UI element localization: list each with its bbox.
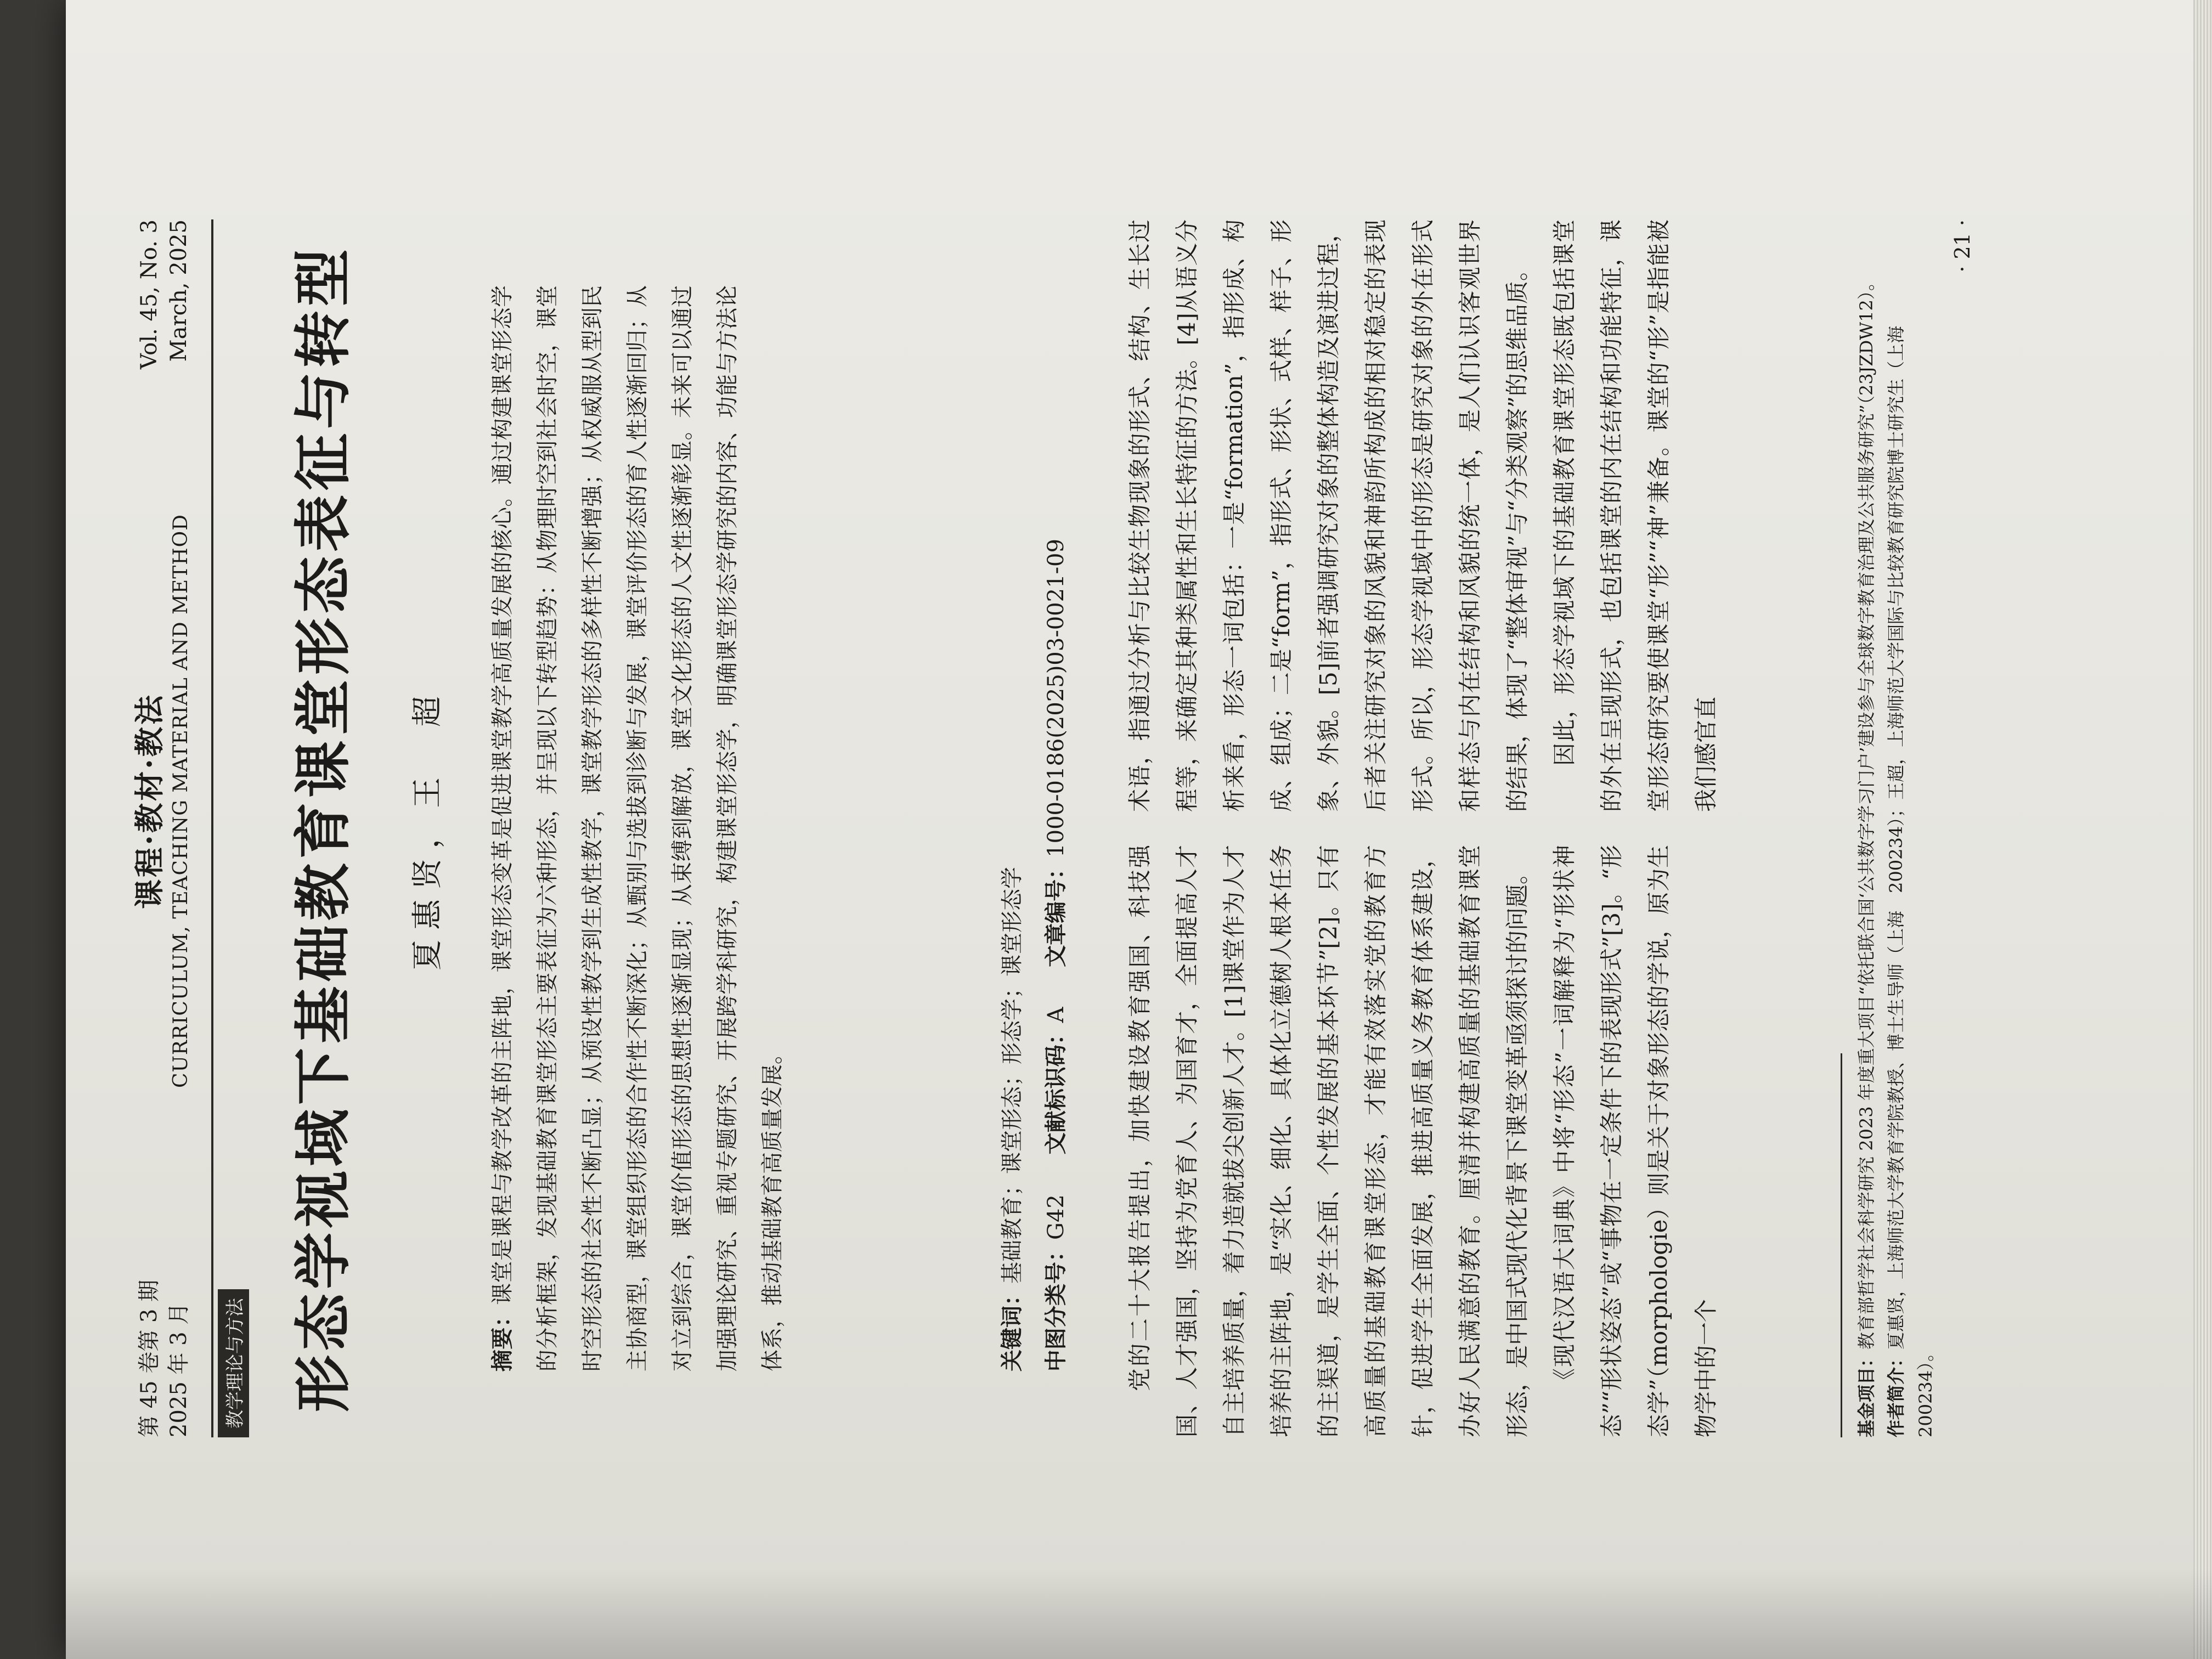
abstract-label: 摘要： [490, 1305, 515, 1372]
fund-text: 教育部哲学社会科学研究 2023 年度重大项目“依托联合国‘公共数字学习门户’建设参与全球数字教育治理及公共服务研究”（23JZDW12）。 [1856, 273, 1877, 1350]
header-volume-cn [134, 1280, 194, 1437]
keywords-text: 基础教育；课堂形态；形态学；课堂形态学 [1000, 867, 1025, 1284]
doc-code-value: A [1043, 1007, 1069, 1023]
body-paragraph: 因此，形态学视域下的基础教育课堂形态既包括课堂的外在呈现形式，也包括课堂的内在结构和功能特征，课堂形态研究要使课堂“形”“神”兼备。课堂的“形”是指能被我们感官直 [1551, 219, 1719, 812]
fund-label: 基金项目： [1856, 1349, 1877, 1437]
journal-name-cn: 课程·教材·教法 [132, 693, 167, 909]
article-number-label: 文章编号： [1043, 857, 1069, 967]
abstract-text: 课堂是课程与教学改革的主阵地，课堂形态变革是促进课堂教学高质量发展的核心。通过构建课堂形态学的分析框架，发现基础教育课堂形态主要表征为六种形态，并呈现以下转型趋势：从物理时空到社会时空，课堂时空形态的社会性不断凸显；从预设性教学到生成性教学，课堂教学形态的多样性不断增强；从权威服从型到民主协商型，课堂组织形态的合作性不断深化；从甄别与选拔到诊断与发展，课堂评价形态的育人性逐渐回归；从对立到综合，课堂价值形态的思想性逐渐显现；从束缚到解放，课堂文化形态的人文性逐渐彰显。未来可以通过加强理论研究、重视专题研究、开展跨学科研究，构建课堂形态学，明确课堂形态学研究的内容、功能与方法论体系，推动基础教育高质量发展。 [490, 285, 785, 1372]
journal-name-en: CURRICULUM, TEACHING MATERIAL AND METHOD [170, 514, 192, 1088]
clc-value: G42 [1043, 1194, 1069, 1240]
header-volume-en [134, 219, 194, 369]
volume-cn: 第 45 卷第 3 期 [137, 1279, 162, 1437]
header-journal [134, 499, 196, 1103]
footnote-rule [1841, 1053, 1842, 1437]
author-info-text: 夏惠贤，上海师范大学教育学院教授、博士生导师（上海 200234）；王超，上海师范大学国际与比较教育研究院博士研究生（上海 200234）。 [1886, 308, 1936, 1437]
body-paragraph: 党的二十大报告提出，加快建设教育强国、科技强国、人才强国，坚持为党育人、为国育才，全面提高人才自主培养质量，着力造就拔尖创新人才。[1]课堂作为人才培养的主阵地，是“实化、细化、具体化立德树人根本任务的主渠道，是学生全面、个性发展的基本环节”[2]。只有高质量的基础教育课堂形态，才能有效落实党的教育方针，促进学生全面发展，推进高质量义务教育体系建设，办好人民满意的教育。厘清并构建高质量的基础教育课堂形态，是中国式现代化背景下课堂变革亟须探讨的问题。 [1126, 845, 1531, 1437]
body-paragraph: 《现代汉语大词典》中将“形态”一词解释为“形状神态”“形状姿态”或“事物在一定条件下的表现形式”[3]。“形态学”（morphologie）则是关于对象形态的学说，原为生物学中的一个 [1551, 845, 1719, 1437]
section-tag: 教学理论与方法 [218, 1289, 249, 1437]
keywords-label: 关键词： [1000, 1284, 1025, 1372]
abstract [480, 285, 795, 1372]
footnotes [1852, 219, 1940, 1437]
page-number: · 21 · [1950, 219, 1974, 273]
footnote-fund [1852, 219, 1881, 1437]
page-stack-edge [2193, 0, 2212, 1659]
spine-shadow [66, 1569, 2212, 1659]
date-cn: 2025 年 3 月 [166, 1302, 191, 1437]
article-title: 形态学视域下基础教育课堂形态表征与转型 [290, 245, 357, 1413]
doc-code-label: 文献标识码： [1043, 1023, 1069, 1155]
keywords [996, 285, 1029, 1372]
volume-en: Vol. 45, No. 3 [137, 219, 162, 370]
classification-line [1040, 285, 1073, 1372]
header-rule [211, 219, 213, 1437]
article-authors: 夏惠贤，王 超 [410, 686, 445, 970]
body-column-left [1116, 845, 1730, 1437]
article-page [96, 88, 2126, 1569]
date-en: March, 2025 [166, 219, 191, 362]
article-number-value: 1000-0186(2025)03-0021-09 [1043, 539, 1069, 857]
body-paragraph: 术语，指通过分析与比较生物现象的形式、结构、生长过程等，来确定其种类属性和生长特征的方法。[4]从语义分析来看，形态一词包括：一是“formation”，指形成、构成、组成；二是“form”，指形式、形状、式样、样子、形象、外貌。[5]前者强调研究对象的整体构造及演进过程，后者关注研究对象的风貌和神韵所构成的相对稳定的表现形式。所以，形态学视域中的形态是研究对象的外在形式和样态与内在结构和风貌的统一体，是人们认识客观世界的结果，体现了“整体审视”与“分类观察”的思维品质。 [1126, 219, 1531, 812]
footnote-author [1881, 219, 1940, 1437]
author-info-label: 作者简介： [1886, 1349, 1906, 1437]
clc-label: 中图分类号： [1043, 1240, 1069, 1372]
body-column-right [1116, 219, 1730, 812]
